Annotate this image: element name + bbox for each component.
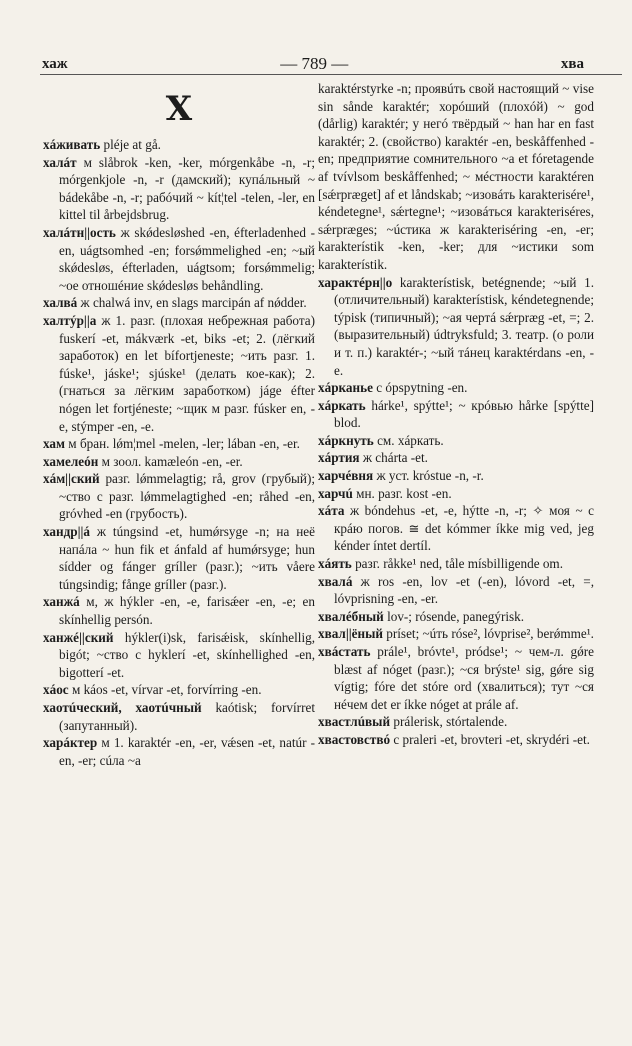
entry-headword: хáос bbox=[43, 682, 69, 698]
entry-headword: харчéвня bbox=[318, 468, 374, 484]
entry-body: lov-; rósende, panegýrisk. bbox=[383, 608, 525, 624]
entry-headword: хвастлúвый bbox=[318, 714, 391, 730]
dictionary-entry bbox=[318, 485, 594, 503]
entry-body: м зоол. kamæleón -en, -er. bbox=[98, 453, 243, 469]
entry-body: ж ros -en, lov -et (-en), lóvord -et, =, lóvprisning -en, -er. bbox=[334, 573, 594, 607]
entry-headword: харáктер bbox=[43, 735, 98, 751]
section-letter: X bbox=[165, 89, 193, 129]
entry-body: hárke¹, spýtte¹; ~ крóвью hårke [spýtte] blod. bbox=[334, 397, 594, 431]
dictionary-entry bbox=[43, 699, 315, 734]
dictionary-entry bbox=[318, 80, 594, 274]
dictionary-entry bbox=[318, 432, 594, 450]
dictionary-entry bbox=[318, 467, 594, 485]
dictionary-entry bbox=[318, 731, 594, 749]
dictionary-entry bbox=[318, 713, 594, 731]
guide-word-left: хаж bbox=[42, 55, 68, 72]
dictionary-entry bbox=[43, 136, 315, 154]
page-number: — 789 — bbox=[280, 54, 349, 73]
entry-headword: харчú bbox=[318, 485, 353, 501]
entry-body: ж 1. разг. (плохая небрежная работа) fuskerí -et, mákværk -et, biks -et; 2. (лёгкий заработок) en let bífortjeneste; ~ить разг. 1. fúske¹, jáske¹; sjúske¹ (делать кое-как); 2. (гнаться за лёгким заработком) jáge éfter nógen let fortjéneste; ~щик м разг. fúsker en, -e, stýmper -en, -e. bbox=[59, 312, 315, 434]
dictionary-entry bbox=[43, 734, 315, 769]
dictionary-entry bbox=[318, 643, 594, 713]
entry-headword: халвá bbox=[43, 295, 78, 311]
dictionary-entry bbox=[43, 681, 315, 699]
entry-body: kaótisk; forvírret (запутанный). bbox=[59, 700, 315, 733]
entry-headword: характéрн||о bbox=[318, 274, 393, 290]
entry-body: karaktérstyrke -n; проявúть свой настоящий ~ vise sin sånde karaktér; хорóший (плохóй) ~ god (dårlig) karaktér; у негó твёрдый ~ han har en fast karaktér; 2. (свойство) karaktér -en, beskåffenhed -en; предприятие сомнительного ~a et fóretagende af tvívlsom beskåffenhed; ~ мéстности karaktéren [sǽrpræget] af et låndskab; ~изовáть karakterisére¹, kéndetegne¹, sǽrtegne¹; ~изовáться karakteriséres, sǽrpræges; ~úстика ж karakteriséring -en, -er; karakterístik -ken, -ker; для ~истики som karakterístik. bbox=[318, 81, 594, 272]
entry-headword: хамелеóн bbox=[43, 453, 99, 469]
dictionary-entry bbox=[318, 625, 594, 643]
dictionary-entry bbox=[318, 608, 594, 626]
dictionary-entry bbox=[43, 470, 315, 523]
header-rule bbox=[40, 74, 622, 75]
dictionary-entry bbox=[43, 523, 315, 593]
entry-headword: ханжé||ский bbox=[43, 629, 114, 645]
dictionary-entry bbox=[43, 312, 315, 435]
left-column bbox=[43, 86, 315, 769]
entry-headword: хвалéбный bbox=[318, 608, 384, 624]
entry-body: hýkler(i)sk, farisǽisk, skínhellig, bigót; ~ство с hyklerí -et, skínhellighed -en, bigotterí -et. bbox=[59, 629, 315, 680]
guide-word-right: хва bbox=[560, 55, 584, 72]
dictionary-entry bbox=[318, 379, 594, 397]
entry-body: м бран. lǿm¦mel -melen, -ler; lában -en, -er. bbox=[65, 436, 300, 452]
entry-headword: хáм||ский bbox=[43, 471, 100, 487]
dictionary-entry bbox=[318, 502, 594, 555]
entry-headword: хвáстать bbox=[318, 644, 371, 659]
entry-headword: хандр||á bbox=[43, 524, 91, 540]
entry-body: pléje at gå. bbox=[100, 137, 161, 152]
running-header bbox=[42, 52, 584, 76]
entry-body: prálerisk, stórtalende. bbox=[390, 714, 508, 730]
dictionary-entry bbox=[318, 573, 594, 608]
entry-headword: халáт bbox=[43, 154, 77, 170]
dictionary-entry bbox=[43, 435, 315, 453]
entry-headword: хáять bbox=[318, 556, 352, 572]
entry-headword: хвалá bbox=[318, 573, 353, 589]
entry-body: ж chalwá inv, en slags marcipán af nǿdder. bbox=[77, 295, 307, 311]
entry-body: разг. lǿmmelagtig; rå, grov (грубый); ~ство с разг. lǿmmelagtighed -en; råhed -en, gróvhed -en (грубость). bbox=[59, 471, 315, 522]
entry-headword: хáта bbox=[318, 503, 345, 519]
entry-headword: хвал||ёный bbox=[318, 626, 383, 642]
entry-body: prále¹, bróvte¹, pródse¹; ~ чем-л. gǿre blæst af nóget (разг.); ~ся brýste¹ sig, gǿre sig vígtig; fóre det stóre ord (хвалиться); тут ~ся нéчем det er íkke nóget at prále af. bbox=[334, 644, 594, 712]
entry-headword: ханжá bbox=[43, 594, 80, 610]
entry-body: см. хáркать. bbox=[373, 432, 444, 448]
dictionary-entry bbox=[318, 397, 594, 432]
dictionary-entry bbox=[318, 555, 594, 573]
dictionary-entry bbox=[43, 593, 315, 628]
entry-headword: хаотúческий, хаотúчный bbox=[43, 700, 202, 715]
entry-headword: хáркать bbox=[318, 397, 366, 413]
entry-body: мн. разг. kost -en. bbox=[352, 485, 452, 501]
dictionary-entry bbox=[43, 453, 315, 471]
entry-body: karakterístisk, betégnende; ~ый 1. (отличительный) karakterístisk, kéndetegnende; týpisk (типичный); ~ая чертá sǽrpræg -et, =; 2. (выразительный) údtryksfuld; 3. театр. (о роли и т. п.) karaktér-; ~ый тáнец karaktérdans -en, -e. bbox=[334, 274, 594, 378]
entry-body: ж уст. króstue -n, -r. bbox=[373, 468, 484, 484]
entry-body: разг. råkke¹ ned, tåle mísbilligende om. bbox=[351, 556, 563, 572]
entry-headword: халáтн||ость bbox=[43, 224, 116, 240]
dictionary-entry bbox=[318, 449, 594, 467]
entry-headword: хáрканье bbox=[318, 380, 373, 396]
dictionary-entry bbox=[43, 224, 315, 294]
entry-body: м 1. karaktér -en, -er, vǽsen -et, natúr -en, -er; сúла ~а bbox=[59, 735, 315, 768]
entry-headword: хáживать bbox=[43, 137, 101, 152]
entry-headword: хáркнуть bbox=[318, 432, 374, 448]
entry-body: ж túngsind -et, humǿrsyge -n; на неё напáла ~ hun fik et ánfald af humǿrsyge; hun sídder og fánger gríller (разг.); ~ить våere túngsindig; fånge gríller (разг.). bbox=[59, 524, 315, 592]
entry-headword: хвастовствó bbox=[318, 731, 391, 747]
entry-body: м káos -et, vírvar -et, forvírring -en. bbox=[68, 682, 262, 698]
entry-body: ж skǿdesløshed -en, éfterladenhed -en, uágtsomhed -en; forsǿmmelighed -en; ~ый skǿdesløs, éfterladen, uágtsom; forsǿmmelig; ~oe отношéние skǿdesløs behåndling. bbox=[59, 224, 315, 293]
entry-body: с ópspytning -en. bbox=[372, 380, 468, 396]
dictionary-entry bbox=[43, 629, 315, 682]
entry-headword: хáртия bbox=[318, 450, 360, 466]
dictionary-entry bbox=[43, 154, 315, 224]
dictionary-entry bbox=[43, 294, 315, 312]
entry-body: ж bóndehus -et, -e, hýtte -n, -r; ✧ моя ~ с крáю погов. ≅ det kómmer íkke mig ved, jeg kénder íntet dertíl. bbox=[334, 503, 594, 554]
entry-body: м, ж hýkler -en, -e, farisǽer -en, -e; en skínhellig persón. bbox=[59, 594, 315, 628]
entry-headword: халтýр||а bbox=[43, 312, 97, 328]
entry-body: ж chárta -et. bbox=[359, 450, 428, 466]
right-column bbox=[318, 80, 594, 749]
dictionary-entry bbox=[318, 274, 594, 380]
entry-headword: хам bbox=[43, 436, 65, 452]
entry-body: с praleri -et, brovteri -et, skrydéri -et. bbox=[390, 731, 590, 747]
entry-body: м slåbrok -ken, -ker, mórgenkåbe -n, -r; mórgenkjole -n, -r (дамский); купáльный ~ bádekåbe -n, -r; рабóчий ~ kít¦tel -telen, -ler, en kittel til årbejdsbrug. bbox=[59, 154, 315, 223]
entry-body: príset; ~úть róse², lóvprise², berǿmme¹. bbox=[382, 626, 594, 642]
